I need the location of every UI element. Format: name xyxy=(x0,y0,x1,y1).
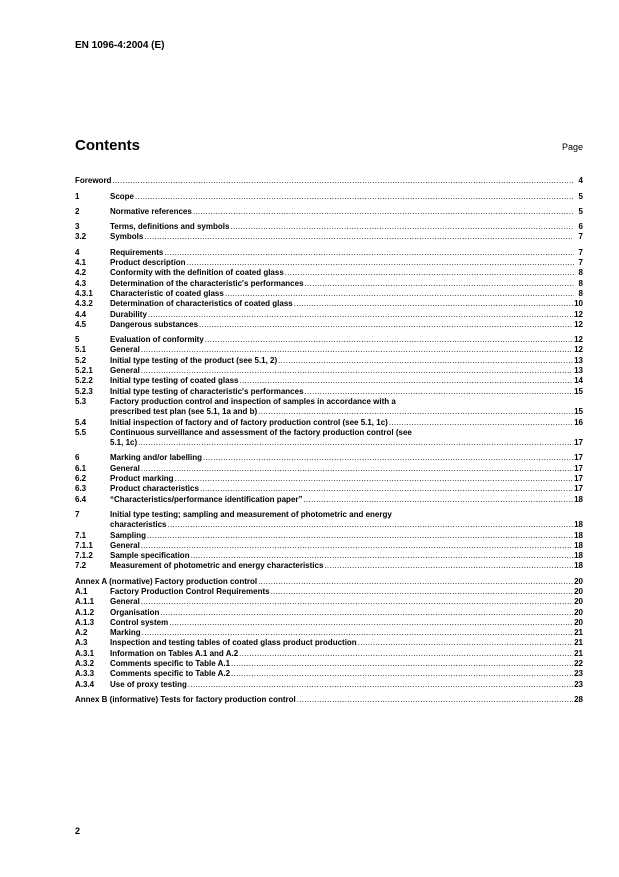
toc-entry-number: A.3 xyxy=(75,638,88,648)
toc-entry[interactable] xyxy=(75,191,583,201)
toc-entry[interactable] xyxy=(75,541,583,551)
toc-entry-title: prescribed test plan (see 5.1, 1a and b) xyxy=(110,407,258,417)
toc-entry-page: 17 xyxy=(574,474,583,484)
toc-entry-title: “Characteristics/performance identification paper” xyxy=(110,494,303,504)
toc-entry-title: characteristics xyxy=(110,520,167,530)
toc-dot-leader xyxy=(230,222,574,232)
toc-entry[interactable] xyxy=(75,355,583,365)
toc-entry-title: Marking and/or labelling xyxy=(110,453,203,463)
toc-entry-number: 5.3 xyxy=(75,396,87,406)
toc-entry[interactable] xyxy=(75,648,583,658)
toc-entry[interactable] xyxy=(75,176,583,186)
toc-entry-page: 8 xyxy=(578,288,583,298)
toc-entry-number: 5.4 xyxy=(75,417,87,427)
toc-entry-title: Use of proxy testing xyxy=(110,679,187,689)
toc-entry-page: 12 xyxy=(574,345,583,355)
toc-entry-page: 21 xyxy=(574,638,583,648)
toc-entry[interactable] xyxy=(75,597,583,607)
toc-entry-number: 4.3.1 xyxy=(75,288,93,298)
toc-dot-leader xyxy=(193,207,574,217)
toc-entry-title: Initial type testing of the product (see 5.1, 2) xyxy=(110,355,278,365)
toc-entry-title: General xyxy=(110,540,140,550)
footer-page-number: 2 xyxy=(75,826,81,836)
toc-dot-leader xyxy=(175,474,574,484)
toc-entry-page: 20 xyxy=(574,607,583,617)
toc-entry-title: Characteristic of coated glass xyxy=(110,288,224,298)
toc-entry-page: 17 xyxy=(574,463,583,473)
toc-entry-number: 3 xyxy=(75,222,80,232)
toc-entry-title: Product description xyxy=(110,258,186,268)
toc-entry-page: 18 xyxy=(574,561,583,571)
toc-entry-page: 7 xyxy=(578,232,583,242)
toc-entry-title: Information on Tables A.1 and A.2 xyxy=(110,648,239,658)
toc-entry-title: Factory production control and inspection of samples in accordance with a xyxy=(110,396,396,406)
toc-entry[interactable] xyxy=(75,484,583,494)
toc-entry[interactable] xyxy=(75,474,583,484)
toc-dot-leader xyxy=(167,520,573,530)
toc-entry-page: 18 xyxy=(574,520,583,530)
toc-entry-number: 5.2.2 xyxy=(75,376,93,386)
toc-entry-number: A.3.4 xyxy=(75,679,95,689)
toc-entry[interactable] xyxy=(75,268,583,278)
toc-entry-title: Factory Production Control Requirements xyxy=(110,586,270,596)
toc-entry-page: 18 xyxy=(574,551,583,561)
toc-dot-leader xyxy=(239,376,573,386)
toc-dot-leader xyxy=(389,418,573,428)
toc-entry-title: Sampling xyxy=(110,530,147,540)
toc-entry-number: 4.3 xyxy=(75,278,87,288)
table-of-contents xyxy=(75,176,583,705)
toc-dot-leader xyxy=(141,366,573,376)
toc-entry-number: 7.2 xyxy=(75,561,87,571)
toc-entry-title: Annex A (normative) Factory production control xyxy=(75,576,258,586)
toc-entry-title: Product marking xyxy=(110,474,174,484)
toc-entry[interactable] xyxy=(75,309,583,319)
toc-dot-leader xyxy=(188,680,573,690)
toc-entry-title: General xyxy=(110,345,140,355)
toc-entry[interactable] xyxy=(75,587,583,597)
toc-dot-leader xyxy=(187,258,574,268)
toc-entry[interactable] xyxy=(75,530,583,540)
toc-entry-page: 22 xyxy=(574,659,583,669)
toc-entry-title: Continuous surveillance and assessment of the factory production control (see xyxy=(110,427,412,437)
toc-dot-leader xyxy=(169,618,573,628)
toc-entry-page: 20 xyxy=(574,617,583,627)
toc-entry-page: 17 xyxy=(574,484,583,494)
toc-entry-title: Product characteristics xyxy=(110,484,199,494)
toc-entry-title: Normative references xyxy=(110,206,192,216)
contents-heading: Contents xyxy=(75,137,140,154)
toc-dot-leader xyxy=(112,176,574,186)
toc-entry-page: 20 xyxy=(574,597,583,607)
toc-entry[interactable] xyxy=(75,299,583,309)
toc-dot-leader xyxy=(205,335,573,345)
toc-entry-page: 4 xyxy=(578,176,583,186)
toc-entry-title: Terms, definitions and symbols xyxy=(110,222,230,232)
toc-entry-title: Initial type testing of characteristic's performances xyxy=(110,386,304,396)
toc-entry-title: Scope xyxy=(110,191,135,201)
toc-entry-number: 7.1 xyxy=(75,530,87,540)
toc-entry[interactable] xyxy=(75,576,583,586)
toc-entry-page: 18 xyxy=(574,540,583,550)
toc-dot-leader xyxy=(231,659,573,669)
toc-entry-page: 7 xyxy=(578,247,583,257)
toc-entry[interactable] xyxy=(75,397,583,407)
toc-dot-leader xyxy=(141,541,573,551)
toc-entry-title: Symbols xyxy=(110,232,144,242)
toc-entry-number: 2 xyxy=(75,206,80,216)
toc-entry-number: 5.5 xyxy=(75,427,87,437)
toc-entry-page: 15 xyxy=(574,386,583,396)
toc-entry-title: Comments specific to Table A.1 xyxy=(110,659,231,669)
toc-entry-number: A.2 xyxy=(75,628,88,638)
toc-entry-page: 23 xyxy=(574,669,583,679)
toc-entry[interactable] xyxy=(75,376,583,386)
toc-entry-page: 6 xyxy=(578,222,583,232)
toc-entry[interactable] xyxy=(75,345,583,355)
toc-entry[interactable] xyxy=(75,438,583,448)
toc-dot-leader xyxy=(141,345,573,355)
toc-dot-leader xyxy=(239,649,573,659)
toc-dot-leader xyxy=(231,669,573,679)
toc-entry[interactable] xyxy=(75,494,583,504)
toc-entry-title: Foreword xyxy=(75,176,112,186)
toc-entry-title: General xyxy=(110,463,140,473)
toc-dot-leader xyxy=(225,289,574,299)
toc-entry[interactable] xyxy=(75,628,583,638)
toc-dot-leader xyxy=(142,628,573,638)
toc-entry-title: Control system xyxy=(110,617,169,627)
toc-entry-page: 8 xyxy=(578,268,583,278)
toc-entry[interactable] xyxy=(75,659,583,669)
toc-dot-leader xyxy=(141,464,573,474)
toc-entry[interactable] xyxy=(75,207,583,217)
toc-entry-number: 6 xyxy=(75,453,80,463)
toc-dot-leader xyxy=(199,320,573,330)
toc-entry-page: 23 xyxy=(574,679,583,689)
toc-entry-page: 18 xyxy=(574,494,583,504)
toc-entry[interactable] xyxy=(75,417,583,427)
toc-entry-page: 18 xyxy=(574,530,583,540)
toc-entry-title: Dangerous substances xyxy=(110,319,199,329)
toc-entry-page: 28 xyxy=(574,694,583,704)
toc-entry-page: 5 xyxy=(578,206,583,216)
toc-entry-title: Annex B (informative) Tests for factory production control xyxy=(75,694,296,704)
toc-entry[interactable] xyxy=(75,320,583,330)
toc-entry-number: 4.2 xyxy=(75,268,87,278)
toc-entry-title: Requirements xyxy=(110,247,164,257)
toc-entry[interactable] xyxy=(75,386,583,396)
toc-entry[interactable] xyxy=(75,232,583,242)
toc-entry[interactable] xyxy=(75,428,583,438)
toc-entry-number: 4.4 xyxy=(75,309,87,319)
toc-entry-page: 20 xyxy=(574,586,583,596)
toc-dot-leader xyxy=(304,495,574,505)
toc-entry[interactable] xyxy=(75,222,583,232)
toc-entry-number: 5.2 xyxy=(75,355,87,365)
toc-entry[interactable] xyxy=(75,335,583,345)
toc-entry-title: Determination of the characteristic's performances xyxy=(110,278,304,288)
toc-dot-leader xyxy=(294,299,573,309)
toc-entry-number: 4.5 xyxy=(75,319,87,329)
toc-entry[interactable] xyxy=(75,561,583,571)
document-id: EN 1096-4:2004 (E) xyxy=(75,40,165,51)
toc-dot-leader xyxy=(278,356,573,366)
toc-entry[interactable] xyxy=(75,278,583,288)
toc-entry[interactable] xyxy=(75,366,583,376)
toc-entry-title: Inspection and testing tables of coated glass product production xyxy=(110,638,357,648)
toc-entry-number: 6.1 xyxy=(75,463,87,473)
toc-entry-number: A.1.2 xyxy=(75,607,95,617)
toc-dot-leader xyxy=(160,608,573,618)
toc-entry[interactable] xyxy=(75,453,583,463)
toc-entry-page: 12 xyxy=(574,309,583,319)
toc-entry-page: 21 xyxy=(574,628,583,638)
toc-entry-title: 5.1, 1c) xyxy=(110,438,138,448)
toc-dot-leader xyxy=(271,587,574,597)
toc-entry-page: 7 xyxy=(578,258,583,268)
toc-entry-number: A.3.3 xyxy=(75,669,95,679)
toc-entry[interactable] xyxy=(75,258,583,268)
toc-dot-leader xyxy=(148,310,573,320)
toc-entry-number: 6.4 xyxy=(75,494,87,504)
toc-dot-leader xyxy=(141,597,573,607)
toc-entry-page: 20 xyxy=(574,576,583,586)
toc-entry[interactable] xyxy=(75,520,583,530)
toc-entry-title: Durability xyxy=(110,309,147,319)
toc-entry-page: 13 xyxy=(574,366,583,376)
page-column-label: Page xyxy=(561,142,583,152)
toc-dot-leader xyxy=(324,561,573,571)
toc-entry[interactable] xyxy=(75,289,583,299)
toc-entry-number: 4.3.2 xyxy=(75,299,93,309)
toc-dot-leader xyxy=(191,551,574,561)
toc-entry[interactable] xyxy=(75,618,583,628)
toc-entry-number: 7.1.1 xyxy=(75,540,93,550)
toc-entry-title: Sample specification xyxy=(110,551,190,561)
toc-dot-leader xyxy=(258,577,573,587)
toc-entry-page: 17 xyxy=(574,453,583,463)
toc-dot-leader xyxy=(164,248,574,258)
toc-entry-page: 8 xyxy=(578,278,583,288)
toc-entry[interactable] xyxy=(75,463,583,473)
toc-entry-title: Marking xyxy=(110,628,141,638)
toc-entry-page: 17 xyxy=(574,438,583,448)
toc-entry-page: 12 xyxy=(574,335,583,345)
toc-dot-leader xyxy=(147,531,573,541)
toc-dot-leader xyxy=(200,484,573,494)
toc-entry-page: 21 xyxy=(574,648,583,658)
toc-entry[interactable] xyxy=(75,551,583,561)
toc-entry-title: Initial type testing of coated glass xyxy=(110,376,239,386)
toc-entry[interactable] xyxy=(75,695,583,705)
toc-entry-page: 15 xyxy=(574,407,583,417)
toc-entry-number: 3.2 xyxy=(75,232,87,242)
toc-entry-page: 13 xyxy=(574,355,583,365)
toc-entry-number: A.1 xyxy=(75,586,88,596)
toc-dot-leader xyxy=(203,453,573,463)
toc-entry-number: 4 xyxy=(75,247,80,257)
toc-entry-number: A.1.1 xyxy=(75,597,95,607)
toc-entry[interactable] xyxy=(75,607,583,617)
toc-entry-number: 7 xyxy=(75,509,80,519)
toc-dot-leader xyxy=(297,695,573,705)
toc-dot-leader xyxy=(258,407,573,417)
toc-entry-title: General xyxy=(110,366,140,376)
toc-entry[interactable] xyxy=(75,669,583,679)
toc-entry-number: 5.1 xyxy=(75,345,87,355)
toc-entry-page: 16 xyxy=(574,417,583,427)
toc-entry-page: 12 xyxy=(574,319,583,329)
toc-entry-number: 6.3 xyxy=(75,484,87,494)
toc-entry[interactable] xyxy=(75,679,583,689)
toc-dot-leader xyxy=(285,268,574,278)
toc-entry[interactable] xyxy=(75,638,583,648)
toc-dot-leader xyxy=(305,279,574,289)
toc-entry-page: 5 xyxy=(578,191,583,201)
toc-entry-page: 10 xyxy=(574,299,583,309)
toc-entry-title: Organisation xyxy=(110,607,160,617)
toc-entry-number: 5.2.3 xyxy=(75,386,93,396)
toc-entry-title: Evaluation of conformity xyxy=(110,335,204,345)
toc-entry-title: Initial type testing; sampling and measurement of photometric and energy xyxy=(110,509,392,519)
toc-entry[interactable] xyxy=(75,247,583,257)
toc-entry-page: 14 xyxy=(574,376,583,386)
toc-entry-title: Conformity with the definition of coated glass xyxy=(110,268,284,278)
toc-entry-title: Initial inspection of factory and of factory production control (see 5.1, 1c) xyxy=(110,417,388,427)
toc-entry-number: 5 xyxy=(75,335,80,345)
toc-entry-title: General xyxy=(110,597,140,607)
toc-entry[interactable] xyxy=(75,407,583,417)
toc-entry-number: 5.2.1 xyxy=(75,366,93,376)
toc-dot-leader xyxy=(358,638,573,648)
toc-dot-leader xyxy=(138,438,573,448)
toc-dot-leader xyxy=(305,387,574,397)
toc-entry-number: 4.1 xyxy=(75,258,87,268)
toc-entry-title: Determination of characteristics of coated glass xyxy=(110,299,293,309)
toc-entry-number: A.3.1 xyxy=(75,648,95,658)
toc-entry-title: Comments specific to Table A.2 xyxy=(110,669,231,679)
toc-dot-leader xyxy=(144,232,574,242)
toc-entry-number: 7.1.2 xyxy=(75,551,93,561)
toc-entry-number: A.1.3 xyxy=(75,617,95,627)
toc-entry-number: A.3.2 xyxy=(75,659,95,669)
toc-entry-number: 1 xyxy=(75,191,80,201)
toc-entry-number: 6.2 xyxy=(75,474,87,484)
toc-dot-leader xyxy=(135,192,574,202)
toc-entry[interactable] xyxy=(75,510,583,520)
toc-entry-title: Measurement of photometric and energy characteristics xyxy=(110,561,324,571)
